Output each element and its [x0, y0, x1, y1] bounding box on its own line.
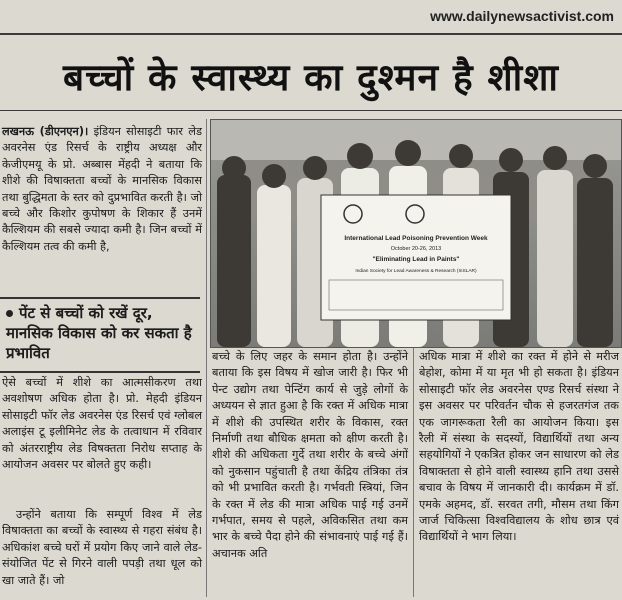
article-col3: अधिक मात्रा में शीशे का रक्त में होने से मरीज बेहोश, कोमा में या मृत भी हो सकता है। इंडियन सोसाइटी फॉर लेड अवरनेस एण्ड रिसर्च संस्था ने इस अवसर पर परिवर्तन चौक से हजरतगंज तक एक जागरूकता रैली का आयोजन किया। इस रैली में संस्था के सदस्यों, विद्यार्थियों तथा अन्य सहयोगियों ने एकत्रित होकर जन साधारण को लेड विषाक्तता से होने वाली स्वास्थ्य हानि तथा उससे बचाव के विषय में जानकारी दी। कार्यक्रम में डॉ. एमके अहमद, डॉ. सरवत तगी, मौसम तथा किंग जार्ज चिकित्सा विश्वविद्यालय के शोध छात्र एवं विद्यार्थियों ने भाग लिया। [419, 350, 619, 544]
column-divider-2 [413, 348, 414, 597]
article-col1-para2: उन्होंने बताया कि सम्पूर्ण विश्व में लेड विषाक्तता का बच्चों के स्वास्थ्य से गहरा संबंध है। अधिकांश बच्चे घरों में प्रयोग किए जाने वाले लेड-संयोजित पेंट से गिरने वाली पपड़ी तथा धूल को खा जाते हैं। जो [2, 508, 202, 587]
headline-rule [0, 110, 622, 111]
top-rule [0, 33, 622, 35]
article-col1-para1: ऐसे बच्चों में शीशे का आत्मसीकरण तथा अवशोषण अधिक होता है। प्रो. मेहदी इंडियन सोसाइटी फॉर लेड अवरनेस एंड रिसर्च एवं ग्लोबल अलाइंस टू इलीमिनेट लेड के तत्वाधान में रविवार को अंतरराष्ट्रीय लेड विषक्तता निरोध सप्ताह के आयोजन अवसर पर बोलते हुए कही। [2, 376, 202, 472]
site-url: www.dailynewsactivist.com [430, 8, 614, 24]
pull-quote [6, 303, 198, 363]
article-col2: बच्चे के लिए जहर के समान होता है। उन्होंने बताया कि इस विषय में खोज जारी है। फिर भी पेन्ट उद्योग तथा पेन्टिंग कार्य से जुड़े लोगों के अध्ययन से ज्ञात हुआ है कि रक्त में अधिक मात्रा में शीशे की उपस्थित शरीर के विकास, रक्त निर्माणी तथा बौधिक क्षमता को क्षीण करती है। शीशे की अधिकता गुर्दे तथा शरीर के बच्चे अंगों को नुकसान पहुंचाती है तथा केंद्रिय तंत्रिका तंत्र को भी प्रभावित करती है। गर्भवती स्त्रियां, जिन के रक्त में लेड की मात्रा अधिक पाई गई उनमें गर्भपात, समय से पहले, अविकसित तथा कम भार के बच्चे पैदा होने की संभावनाएं पाई गई हैं। अचानक अति [212, 350, 408, 560]
banner [321, 195, 511, 320]
banner-line-3: "Eliminating Lead in Paints" [372, 256, 460, 263]
intro-text: इंडियन सोसाइटी फार लेड अवरनेस एंड रिसर्च के राष्ट्रीय अध्यक्ष और केजीएमयू के प्रो. अब्बास मेंहदी ने बताया कि शीशे की विषाक्तता बच्चों के मानसिक विकास तथा बुद्धिमता के स्तर को दुप्रभावित करती है। जो बच्चे और किशोर कुपोषण के शिकार हैं उनमें कैल्शियम की सबसे ज्यादा कमी है। जिन बच्चों में कैल्शियम तत्व की कमी है, [2, 125, 202, 253]
dateline: लखनऊ (डीएनएन)। [2, 125, 89, 138]
banner-line-4: Indian Society for Lead Awareness & Research (InSLAR) [355, 269, 477, 274]
pull-quote-box [0, 297, 200, 373]
news-photo [210, 119, 622, 348]
banner-line-1: International Lead Poisoning Prevention Week [344, 235, 488, 242]
pull-quote-text: पेंट से बच्चों को रखें दूर, मानसिक विकास को कर सकता है प्रभावित [6, 304, 192, 362]
bullet-icon [6, 310, 13, 317]
headline: बच्चों के स्वास्थ्य का दुश्मन है शीशा [63, 56, 559, 99]
column-divider-1 [206, 119, 207, 597]
article-intro [2, 124, 202, 255]
banner-line-2: October 20-26, 2013 [390, 246, 442, 252]
